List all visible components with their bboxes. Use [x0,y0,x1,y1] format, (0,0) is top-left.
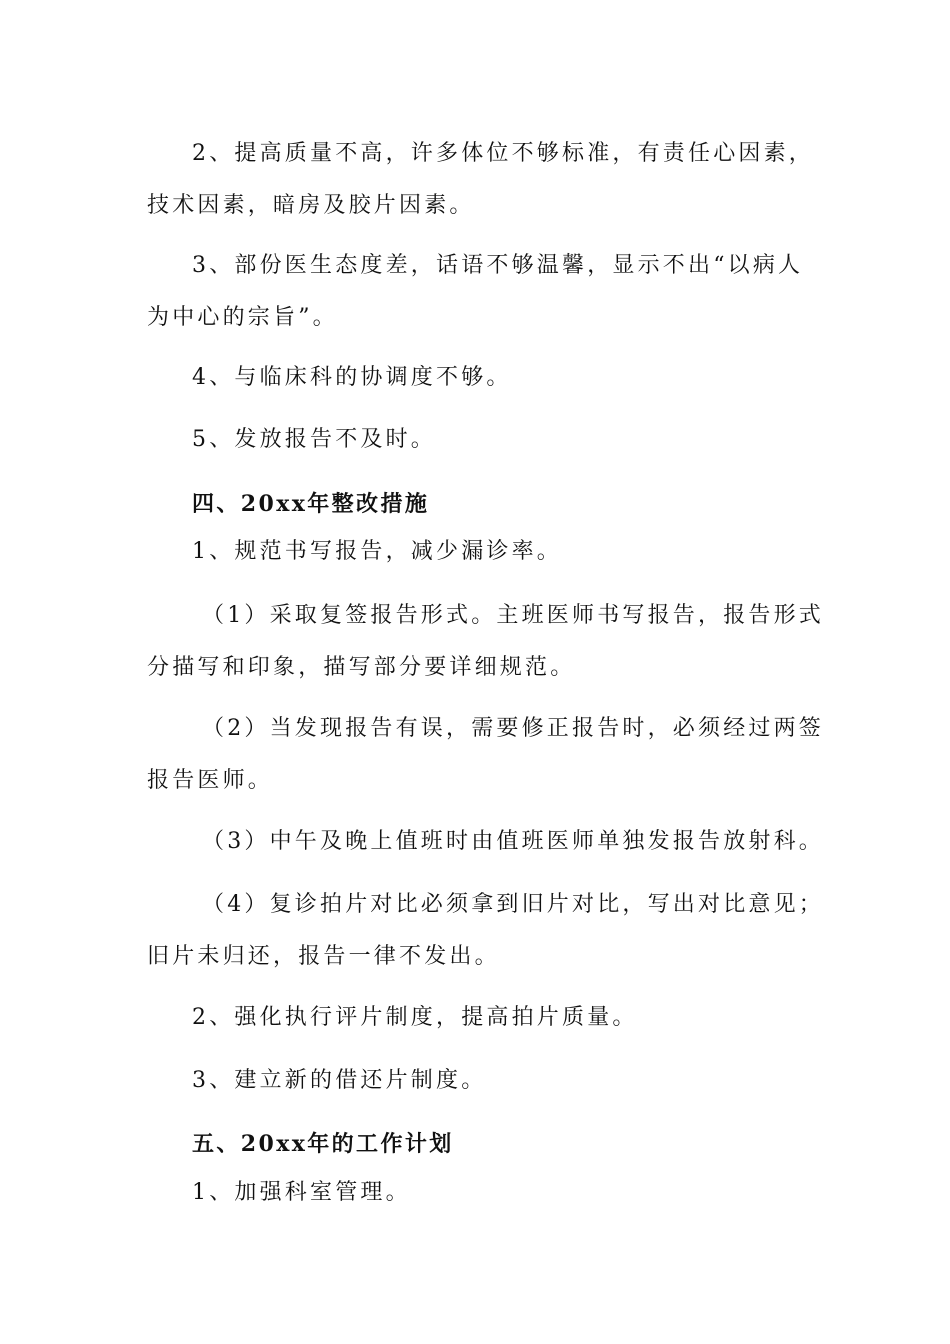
paragraph-report-correction: （2）当发现报告有误，需要修正报告时，必须经过两签报告医师。 [147,716,824,793]
paragraph-film-review: 2、强化执行评片制度，提高拍片质量。 [192,1005,638,1030]
paragraph-film-lending: 3、建立新的借还片制度。 [192,1068,487,1093]
paragraph-department-management: 1、加强科室管理。 [192,1180,411,1205]
paragraph-night-duty: （3）中午及晚上值班时由值班医师单独发报告放射科。 [202,829,824,854]
paragraph-double-sign: （1）采取复签报告形式。主班医师书写报告，报告形式分描写和印象，描写部分要详细规范。 [147,603,824,680]
paragraph-standardize-reports: 1、规范书写报告，减少漏诊率。 [192,539,562,564]
section-heading-work-plan: 五、20xx年的工作计划 [192,1131,454,1157]
paragraph-quality-issue: 2、提高质量不高，许多体位不够标准，有责任心因素，技术因素，暗房及胶片因素。 [147,141,814,218]
paragraph-coordination-issue: 4、与临床科的协调度不够。 [192,365,512,390]
paragraph-film-comparison: （4）复诊拍片对比必须拿到旧片对比，写出对比意见；旧片未归还，报告一律不发出。 [147,892,824,969]
paragraph-attitude-issue: 3、部份医生态度差，话语不够温馨，显示不出“以病人为中心的宗旨”。 [147,253,804,330]
paragraph-report-delay-issue: 5、发放报告不及时。 [192,427,436,452]
section-heading-rectification: 四、20xx年整改措施 [192,491,430,517]
